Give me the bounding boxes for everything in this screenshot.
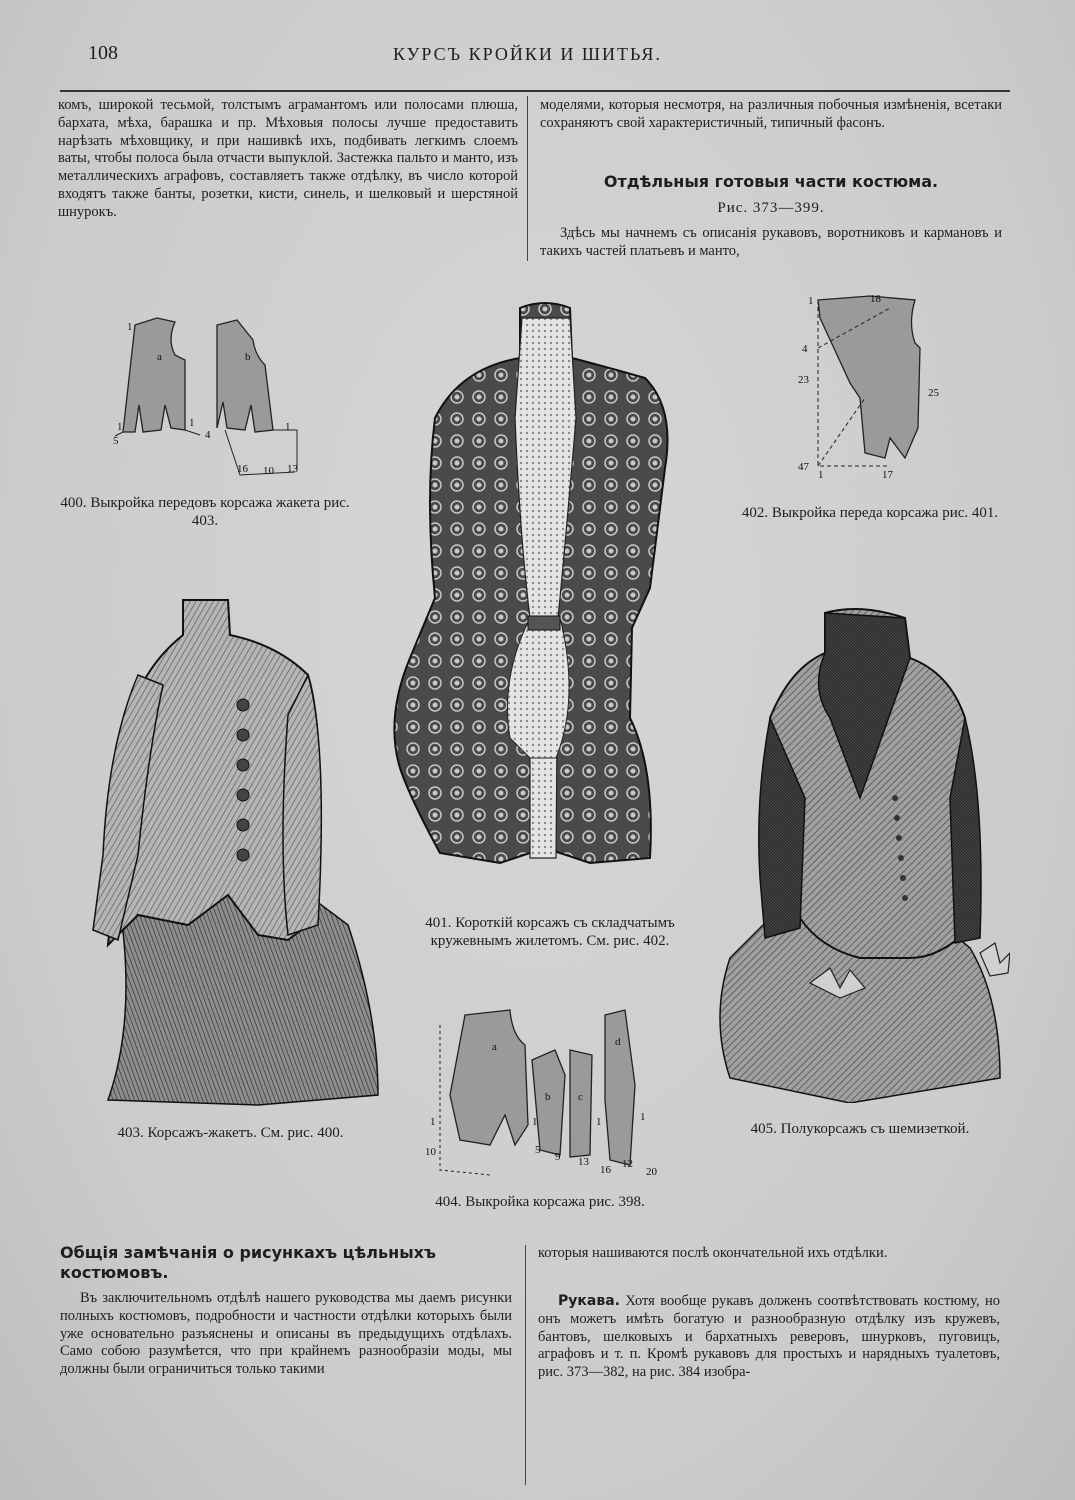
fig404-label-a: a [492, 1041, 497, 1053]
fig402-label-1: 1 [808, 295, 814, 307]
fig404-label-13: 13 [578, 1156, 589, 1168]
header-rule [60, 90, 1010, 92]
section-intro-paragraph [540, 225, 1002, 261]
fig400-label-16: 16 [237, 463, 248, 475]
fig404-label-b: b [545, 1091, 551, 1103]
top-right-text: моделями, которыя несмотря, на различныя побочныя измѣненія, всетаки сохраняютъ свой характеристичный, типичный фасонъ. [540, 97, 1002, 131]
top-left-paragraph [58, 97, 518, 222]
fig400-label-1: 1 [127, 321, 133, 333]
fig404-label-1b: 1 [532, 1116, 538, 1128]
fig402-label-17: 17 [882, 469, 893, 478]
fig402-label-4: 4 [802, 343, 808, 355]
figure-405-caption: 405. Полукорсажъ съ шемизеткой. [750, 1121, 970, 1137]
fig404-label-5: 5 [535, 1144, 541, 1156]
column-divider-top [527, 96, 528, 261]
section-title-general-remarks: Общія замѣчанія о рисункахъ цѣльныхъ костюмовъ. [60, 1243, 436, 1282]
figure-400-pattern [105, 310, 325, 480]
figure-403-caption: 403. Корсажъ-жакетъ. См. рис. 400. [117, 1125, 344, 1141]
fig400-label-1d: 1 [285, 421, 291, 433]
top-right-paragraph [540, 97, 1002, 133]
fig400-label-b: b [245, 351, 251, 363]
section-subtitle-parts: Рис. 373—399. [717, 200, 825, 216]
figure-401-caption: 401. Короткій корсажъ съ складчатымъ кружевнымъ жилетомъ. См. рис. 402. [425, 915, 675, 949]
fig400-label-4: 4 [205, 429, 211, 441]
bottom-right-paragraph-1 [538, 1245, 1000, 1263]
fig400-label-1b: 1 [117, 421, 123, 433]
general-remarks-paragraph [60, 1290, 512, 1379]
figure-404-pattern [420, 1005, 670, 1180]
top-left-text: комъ, широкой тесьмой, толстымъ аграмантомъ или полосами плюша, бархата, мѣха, барашка и пр. Мѣховыя полосы лучше предоставить нарѣзать мѣховщику, и при нашивкѣ ихъ, подбивать легкимъ слоемъ ваты, чтобы полоса была отчасти выпуклой. Застежка пальто и манто, изъ металлическихъ аграфовъ, составляетъ также отдѣлку, въ число которой входятъ также банты, розетки, кисти, синель, и шелковый и шерстяной шнурокъ. [58, 97, 518, 220]
sleeves-run-in-heading: Рукава. [558, 1293, 620, 1309]
figure-403-illustration [78, 595, 383, 1110]
fig404-label-1d: 1 [640, 1111, 646, 1123]
section-intro-text: Здѣсь мы начнемъ съ описанія рукавовъ, воротниковъ и кармановъ и такихъ частей платьевъ и манто, [540, 225, 1002, 259]
figure-400-caption: 400. Выкройка передовъ корсажа жакета рис. 403. [60, 495, 350, 529]
fig404-label-20: 20 [646, 1166, 657, 1178]
bottom-right-text-1: которыя нашиваются послѣ окончательной ихъ отдѣлки. [538, 1245, 888, 1261]
fig400-label-a: a [157, 351, 162, 363]
fig402-label-47: 47 [798, 461, 809, 473]
fig404-label-10: 10 [425, 1146, 436, 1158]
page-number: 108 [88, 42, 118, 64]
fig404-label-1a: 1 [430, 1116, 436, 1128]
sleeves-text: Хотя вообще рукавъ долженъ соотвѣтствовать костюму, но онъ можетъ имѣть богатую и разнообразную отдѣлку изъ кружевъ, бантовъ, шелковыхъ и бархатныхъ реверовъ, шнурковъ, пуговицъ, аграфовъ и т. п. Кромѣ рукавовъ для простыхъ и нарядныхъ туалетовъ, рис. 373—382, на рис. 384 изобра- [538, 1293, 1000, 1381]
fig400-label-1c: 1 [189, 417, 195, 429]
fig400-label-10: 10 [263, 465, 274, 477]
sleeves-paragraph [538, 1293, 1000, 1382]
fig404-label-12: 12 [622, 1158, 633, 1170]
fig404-label-9: 9 [555, 1151, 561, 1163]
fig404-label-d: d [615, 1036, 621, 1048]
fig404-label-1c: 1 [596, 1116, 602, 1128]
fig402-label-25: 25 [928, 387, 939, 399]
figure-404-caption: 404. Выкройка корсажа рис. 398. [435, 1194, 645, 1210]
section-title-parts: Отдѣльныя готовыя части костюма. [603, 172, 939, 191]
figure-402-caption: 402. Выкройка переда корсажа рис. 401. [741, 505, 999, 521]
page-header [88, 42, 1005, 72]
fig400-label-13: 13 [287, 463, 298, 475]
column-divider-bottom [525, 1245, 526, 1485]
figure-402-pattern [790, 288, 960, 478]
figure-401-illustration [380, 298, 710, 898]
running-head: КУРСЪ КРОЙКИ И ШИТЬЯ. [393, 44, 662, 64]
fig404-label-16: 16 [600, 1164, 611, 1176]
fig402-label-18: 18 [870, 293, 881, 305]
fig402-label-23: 23 [798, 374, 809, 386]
general-remarks-text: Въ заключительномъ отдѣлѣ нашего руководства мы даемъ рисунки полныхъ костюмовъ, подробности и частности отдѣлки которыхъ были уже основательно разъяснены и описаны въ предыдущихъ отдѣлахъ. Само собою разумѣется, что при крайнемъ разнообразіи моды, мы должны были ограничиться только такими [60, 1290, 512, 1378]
fig402-label-1b: 1 [818, 469, 824, 478]
fig400-label-5: 5 [113, 435, 119, 447]
fig404-label-c: c [578, 1091, 583, 1103]
figure-405-illustration [710, 598, 1010, 1103]
